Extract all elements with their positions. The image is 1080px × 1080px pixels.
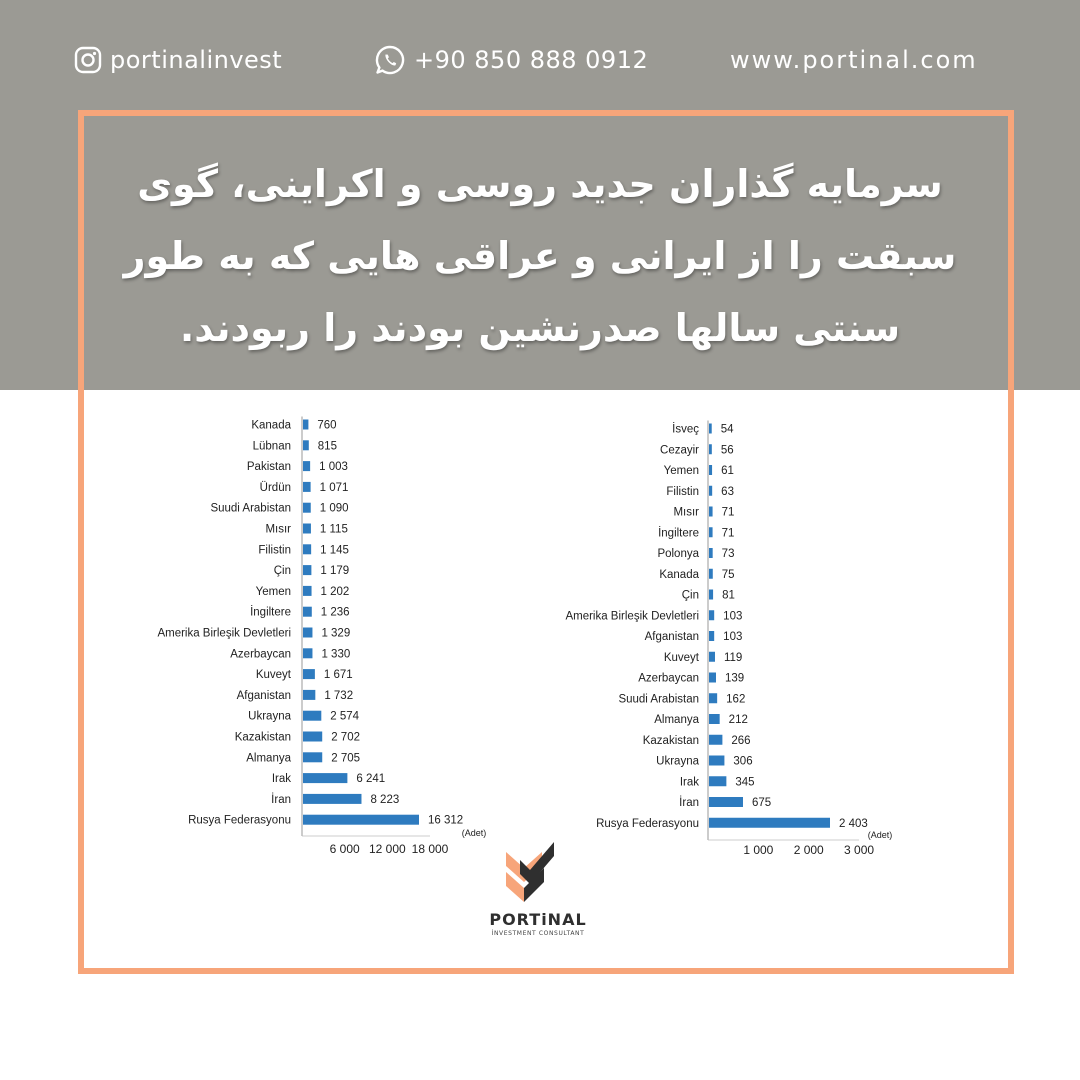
chart-1-value-label: 1 732 [324, 689, 354, 702]
chart-2-category-label: Filistin [666, 485, 699, 498]
chart-2-category-label: Irak [679, 776, 699, 789]
chart-2-bar [709, 652, 715, 662]
chart-1-bar [303, 461, 310, 471]
chart-2-category-label: Kazakistan [642, 734, 699, 747]
chart-2-bar [709, 735, 722, 745]
chart-2-category-label: İran [679, 797, 699, 809]
chart-1-bar [303, 524, 311, 534]
chart-1-bar [303, 503, 311, 513]
chart-1-value-label: 1 003 [319, 461, 348, 474]
chart-2-category-label: Almanya [654, 714, 699, 726]
chart-2-category-label: Kuveyt [663, 651, 699, 664]
chart-1-category-label: Çin [273, 565, 291, 578]
chart-1-category-label: Suudi Arabistan [210, 502, 291, 515]
chart-2-value-label: 2 403 [839, 817, 868, 830]
chart-1-bar [303, 669, 315, 679]
chart-2-bar [709, 818, 830, 828]
chart-1-category-label: Yemen [255, 585, 291, 598]
chart-2-value-label: 139 [724, 672, 745, 685]
chart-1-value-label: 8 223 [370, 793, 400, 806]
chart-1-unit-label: (Adet) [461, 828, 487, 838]
chart-1-value-label: 1 671 [323, 669, 353, 682]
headline-line-2: سبقت را از ایرانی و عراقی هایی که به طور [123, 234, 957, 278]
chart-1-category-label: Kazakistan [234, 731, 291, 744]
chart-2-bar [709, 631, 714, 641]
chart-2-value-label: 266 [731, 734, 751, 747]
website-url: www.portinal.com [730, 46, 978, 74]
headline-line-1: سرمایه گذاران جدید روسی و اکراینی، گوی [137, 162, 943, 206]
chart-2-category-label: Polonya [657, 548, 699, 560]
chart-1-bar [303, 607, 312, 617]
chart-1-x-tick-label: 18 000 [411, 842, 449, 856]
chart-2-value-label: 61 [721, 465, 734, 477]
chart-2-bar [709, 610, 714, 620]
chart-2-bar [709, 590, 713, 600]
chart-1-value-label: 760 [317, 419, 337, 432]
chart-1-category-label: Almanya [246, 752, 291, 765]
chart-1-category-label: Kuveyt [255, 669, 291, 682]
chart-1-value-label: 1 179 [320, 565, 350, 578]
chart-1-category-label: Azerbaycan [230, 648, 291, 661]
chart-1-bar [303, 752, 322, 762]
chart-1-category-label: Amerika Birleşik Devletleri [157, 627, 291, 640]
brand-name: PORTiNAL [489, 910, 587, 929]
chart-1-bar [303, 690, 315, 700]
chart-1-category-label: Kanada [251, 419, 291, 432]
chart-2-category-label: Çin [681, 589, 699, 602]
chart-1-category-label: İngiltere [250, 606, 291, 619]
chart-1-value-label: 1 145 [320, 544, 349, 557]
chart-1-value-label: 1 115 [319, 523, 348, 536]
chart-1-bar [303, 544, 311, 554]
chart-1-value-label: 6 241 [356, 773, 386, 786]
chart-2-value-label: 212 [728, 714, 748, 726]
chart-1-x-tick-label: 6 000 [329, 842, 360, 856]
chart-2-bar [709, 527, 713, 537]
chart-1-value-label: 2 702 [331, 731, 360, 744]
chart-1-x-tick-label: 12 000 [368, 842, 406, 856]
chart-1-bar [303, 628, 312, 638]
chart-2-value-label: 103 [723, 631, 743, 643]
chart-1-value-label: 1 329 [321, 627, 351, 640]
chart-1-bar [303, 565, 311, 575]
chart-2-value-label: 345 [735, 776, 755, 789]
chart-2-value-label: 54 [720, 423, 734, 436]
chart-1-bar [303, 440, 309, 450]
chart-2-category-label: Azerbaycan [638, 672, 699, 685]
chart-1-category-label: Afganistan [236, 689, 291, 702]
chart-1-value-label: 2 574 [330, 710, 360, 723]
chart-1-value-label: 16 312 [428, 814, 464, 827]
chart-1-category-label: Pakistan [246, 461, 291, 474]
chart-2-bar [709, 776, 726, 786]
chart-2-value-label: 56 [720, 444, 734, 457]
chart-2-x-tick-label: 2 000 [793, 843, 824, 857]
chart-2-bar [709, 797, 743, 807]
chart-2-bar [709, 507, 713, 517]
chart-1-value-label: 2 705 [331, 752, 361, 765]
chart-2-value-label: 306 [733, 755, 753, 768]
chart-1-bar [303, 648, 312, 658]
phone-number: +90 850 888 0912 [414, 46, 649, 74]
chart-2-value-label: 71 [721, 506, 735, 519]
chart-2-category-label: İngiltere [658, 527, 699, 540]
chart-1-bar [303, 586, 312, 596]
chart-2-category-label: Rusya Federasyonu [596, 817, 699, 830]
chart-2-category-label: Mısır [673, 506, 699, 519]
chart-1-value-label: 1 236 [320, 606, 350, 619]
chart-2-value-label: 103 [723, 610, 743, 623]
chart-2-value-label: 162 [726, 693, 746, 706]
chart-2-bar [709, 486, 712, 496]
chart-1-category-label: Ukrayna [248, 710, 291, 723]
chart-2-value-label: 81 [722, 589, 735, 602]
chart-2-category-label: Afganistan [644, 631, 699, 643]
chart-1-value-label: 815 [317, 440, 337, 453]
chart-2-x-tick-label: 1 000 [743, 843, 774, 857]
chart-2-category-label: Suudi Arabistan [618, 693, 699, 706]
chart-2-value-label: 71 [721, 527, 735, 540]
chart-2-bar [709, 444, 712, 454]
chart-1-value-label: 1 071 [319, 481, 349, 494]
chart-1-bar [303, 794, 361, 804]
chart-2-value-label: 63 [721, 485, 734, 498]
chart-2-bar [709, 424, 712, 434]
chart-1-category-label: İran [271, 793, 291, 806]
chart-2-value-label: 73 [721, 548, 735, 560]
chart-2-category-label: İsveç [672, 423, 699, 436]
chart-2-category-label: Yemen [663, 465, 699, 477]
chart-1-category-label: Ürdün [259, 481, 291, 494]
chart-1-value-label: 1 330 [321, 648, 351, 661]
chart-1-bar [303, 732, 322, 742]
chart-2-category-label: Amerika Birleşik Devletleri [565, 610, 699, 623]
chart-2-unit-label: (Adet) [867, 830, 893, 840]
chart-1-value-label: 1 090 [319, 502, 349, 515]
chart-2-value-label: 119 [723, 651, 743, 664]
chart-1-bar [303, 773, 347, 783]
chart-1-bar [303, 815, 419, 825]
chart-1-category-label: Rusya Federasyonu [188, 814, 291, 827]
chart-1-category-label: Irak [271, 773, 291, 786]
chart-2-category-label: Ukrayna [656, 755, 699, 768]
chart-2-category-label: Kanada [659, 568, 699, 581]
chart-1-bar [303, 482, 311, 492]
instagram-handle: portinalinvest [110, 46, 283, 74]
chart-2-bar [709, 673, 716, 683]
chart-2-bar [709, 569, 713, 579]
chart-1-category-label: Mısır [265, 523, 291, 536]
chart-2-bar [709, 714, 720, 724]
chart-2-value-label: 675 [751, 797, 772, 809]
chart-2-bar [709, 756, 724, 766]
chart-2-value-label: 75 [721, 568, 735, 581]
chart-1-bar [303, 420, 308, 430]
headline-line-3: سنتی سالها صدرنشین بودند را ربودند. [179, 306, 901, 350]
chart-2-x-tick-label: 3 000 [844, 843, 875, 857]
chart-1-category-label: Filistin [258, 544, 291, 557]
chart-2-bar [709, 693, 717, 703]
chart-1-bar [303, 711, 321, 721]
chart-1-category-label: Lübnan [252, 440, 291, 453]
chart-2-bar [709, 465, 712, 475]
chart-1-value-label: 1 202 [320, 585, 350, 598]
chart-2-category-label: Cezayir [660, 444, 699, 457]
chart-2-bar [709, 548, 713, 558]
brand-tagline: İNVESTMENT CONSULTANT [491, 930, 585, 937]
